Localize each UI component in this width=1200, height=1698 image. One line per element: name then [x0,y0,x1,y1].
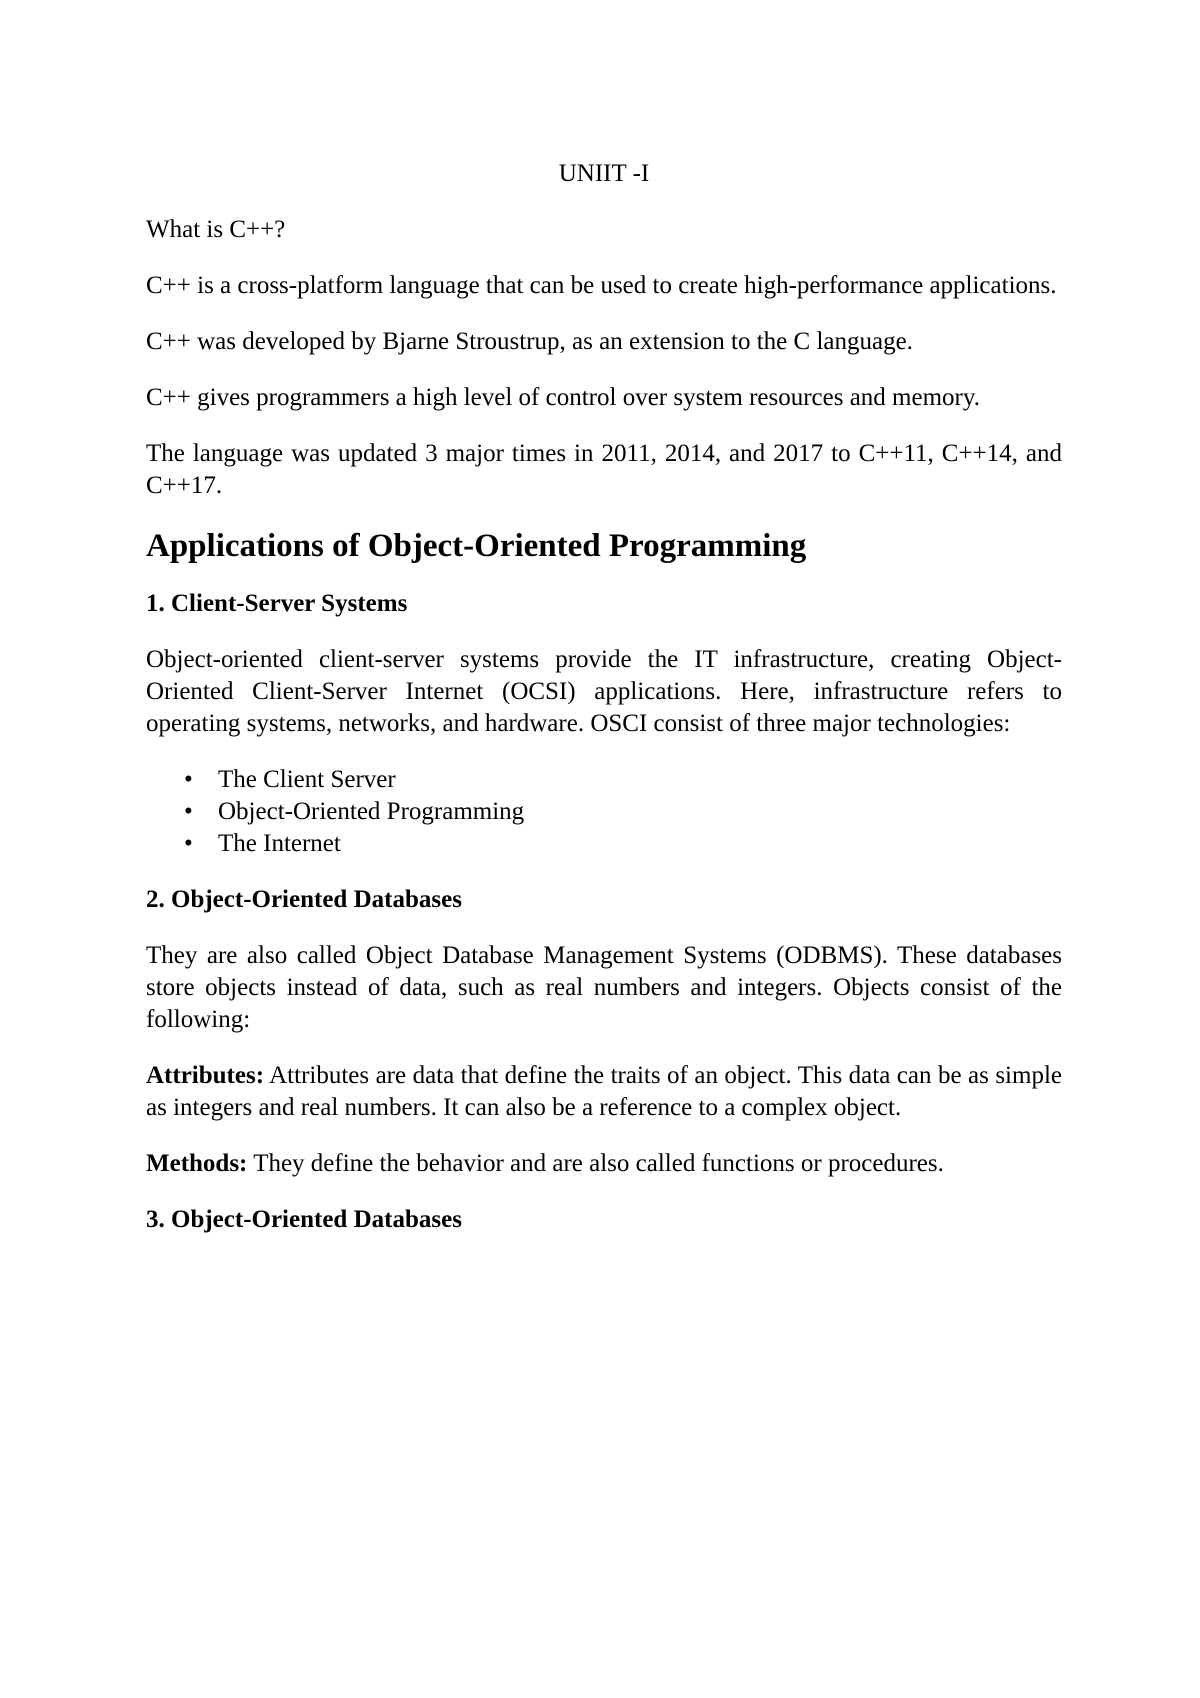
technologies-list [146,764,1062,860]
client-server-heading: 1. Client-Server Systems [146,590,408,617]
client-server-paragraph: Object-oriented client-server systems provide the IT infrastructure, creating Object-Oriented Client-Server Internet (OCSI) applications. Here, infrastructure refers to operating systems, networks, and hardware. OSCI consist of three major technologies: [146,646,1062,737]
intro-paragraph: C++ is a cross-platform language that can be used to create high-performance applications. [146,272,1057,299]
list-item-text: The Internet [218,830,341,857]
list-item [146,764,1062,796]
methods-text: They define the behavior and are also called functions or procedures. [247,1150,944,1177]
attributes-term: Attributes: [146,1062,265,1089]
intro-paragraph: C++ gives programmers a high level of control over system resources and memory. [146,384,980,411]
attributes-text: Attributes are data that define the traits of an object. This data can be as simple as integers and real numbers. It can also be a reference to a complex object. [146,1062,1062,1121]
bullet-icon: • [184,830,193,857]
list-item-text: Object-Oriented Programming [218,798,525,825]
methods-term: Methods: [146,1150,248,1177]
third-heading: 3. Object-Oriented Databases [146,1206,462,1233]
databases-heading: 2. Object-Oriented Databases [146,886,462,913]
intro-paragraph: C++ was developed by Bjarne Stroustrup, as an extension to the C language. [146,328,913,355]
intro-paragraph: The language was updated 3 major times in 2011, 2014, and 2017 to C++11, C++14, and C++17. [146,440,1062,499]
bullet-icon: • [184,766,193,793]
methods-paragraph [146,1148,1062,1180]
list-item-text: The Client Server [218,766,396,793]
list-item [146,796,1062,828]
databases-paragraph: They are also called Object Database Management Systems (ODBMS). These databases store objects instead of data, such as real numbers and integers. Objects consist of the following: [146,942,1062,1033]
intro-question: What is C++? [146,216,286,243]
unit-title: UNIIT -I [558,160,650,187]
list-item [146,828,1062,860]
section-heading: Applications of Object-Oriented Programming [146,528,807,564]
attributes-paragraph [146,1060,1062,1124]
bullet-icon: • [184,798,193,825]
document-body [146,158,1062,1260]
